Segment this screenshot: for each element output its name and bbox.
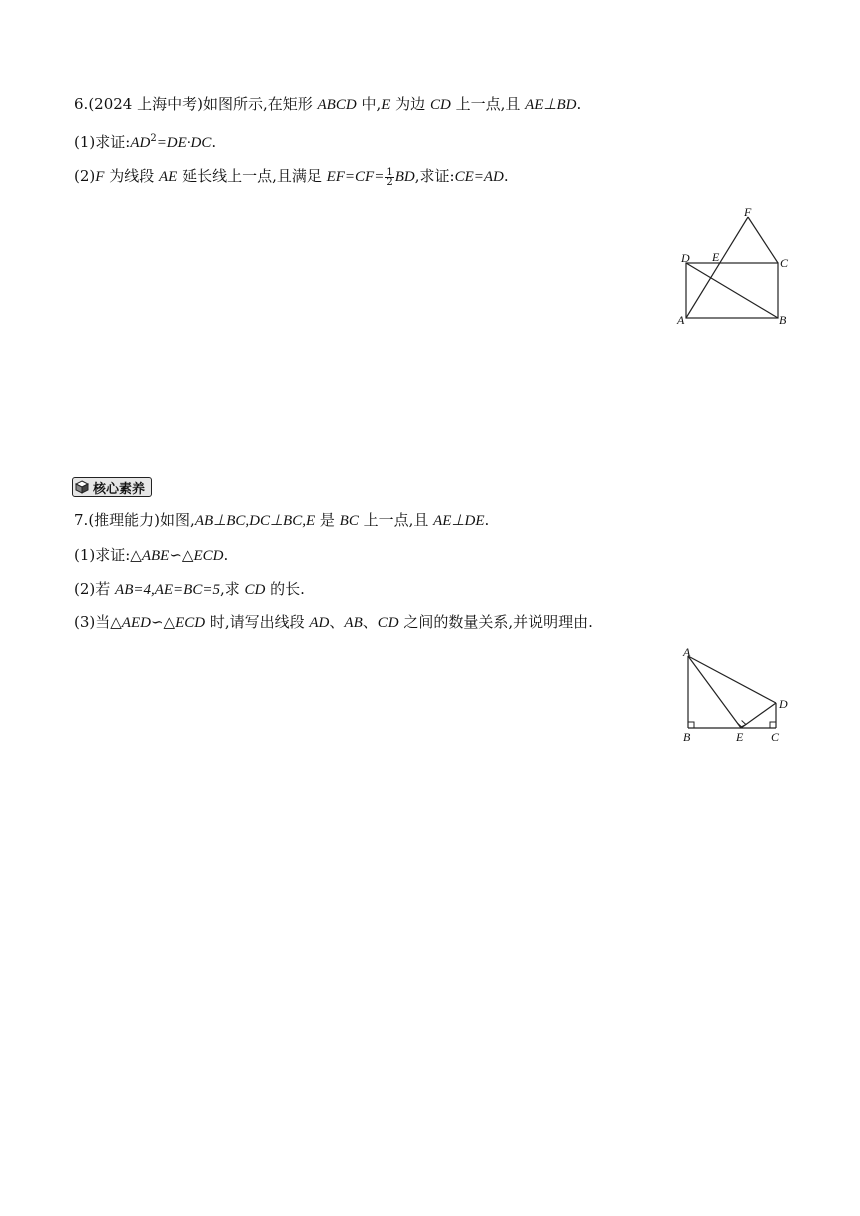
section-badge — [72, 477, 152, 497]
q7-condition: AB⊥BC,DC⊥BC,E — [194, 513, 316, 529]
q6-text: 如图所示,在矩形 — [202, 95, 318, 113]
q6-text: 为边 — [390, 95, 430, 113]
q7-p1-abe: ABE — [141, 548, 170, 564]
q6-p2-eq: EF=CF= — [326, 169, 385, 185]
q7-p3-ad: AD — [309, 615, 330, 631]
q7-part3 — [74, 612, 593, 633]
label-f: F — [744, 205, 752, 219]
segment-bd — [686, 263, 778, 318]
q6-p2-ae: AE — [158, 169, 178, 185]
label-a: A — [683, 645, 691, 659]
q7-p2-text: ,求 — [219, 580, 245, 598]
q6-part2 — [74, 166, 509, 187]
q6-p2-conclusion: CE=AD — [454, 169, 504, 185]
q7-p3-ab: AB — [344, 615, 363, 631]
q7-p1-ecd: ECD — [193, 548, 224, 564]
q7-p3-sep: 、 — [329, 613, 345, 631]
label-b: B — [683, 730, 691, 744]
q7-p3-ecd: ECD — [175, 615, 206, 631]
q7-p3-aed: AED — [121, 615, 151, 631]
segment-ae — [688, 656, 741, 728]
q6-p2-end: . — [503, 167, 509, 185]
fraction-numerator: 1 — [386, 166, 393, 178]
segment-ad — [688, 656, 776, 703]
label-a: A — [677, 313, 685, 327]
q7-p2-values: AB=4,AE=BC=5 — [115, 582, 220, 598]
q7-p2-cd: CD — [244, 582, 266, 598]
q6-p2-text: 延长线上一点,且满足 — [177, 167, 327, 185]
q7-condition-2: AE⊥DE — [433, 513, 485, 529]
q7-p3-prefix: (3)当△ — [74, 613, 122, 631]
q7-text: 如图, — [160, 511, 195, 529]
segment-fc — [748, 217, 778, 263]
q6-p2-prefix: (2) — [74, 167, 96, 185]
q7-figure — [676, 643, 796, 745]
q6-p2-f: F — [95, 169, 105, 185]
q7-p2-prefix: (2)若 — [74, 580, 116, 598]
q6-cd: CD — [429, 97, 451, 113]
q7-source: (推理能力) — [88, 511, 161, 529]
label-b: B — [779, 313, 787, 327]
q6-p1-sup: 2 — [150, 133, 157, 144]
right-angle-b — [688, 722, 694, 728]
q6-figure — [672, 203, 797, 328]
right-angle-c — [770, 722, 776, 728]
label-e: E — [712, 250, 720, 264]
q7-part2 — [74, 579, 305, 600]
fraction-one-half — [385, 168, 393, 187]
q6-text: 中, — [356, 95, 382, 113]
q6-p1-expr: =DE·DC — [156, 135, 212, 151]
segment-af — [686, 217, 748, 318]
q6-title — [74, 94, 581, 115]
label-d: D — [681, 251, 690, 265]
cube-icon — [75, 480, 89, 494]
q6-number: 6. — [74, 95, 89, 113]
q6-text: 上一点,且 — [450, 95, 526, 113]
q7-text: . — [484, 511, 490, 529]
label-d: D — [779, 697, 788, 711]
q6-e: E — [381, 97, 391, 113]
q6-p1-prefix: (1)求证: — [74, 133, 131, 151]
label-c: C — [771, 730, 780, 744]
q7-p3-cd: CD — [377, 615, 399, 631]
label-e: E — [736, 730, 744, 744]
q7-p3-end: 之间的数量关系,并说明理由. — [398, 613, 593, 631]
q7-bc: BC — [339, 513, 359, 529]
q6-part1 — [74, 129, 216, 153]
q6-p1-end: . — [211, 133, 217, 151]
q7-text: 上一点,且 — [358, 511, 434, 529]
q7-p3-text: 时,请写出线段 — [205, 613, 310, 631]
q7-text: 是 — [315, 511, 340, 529]
q7-p2-end: 的长. — [265, 580, 305, 598]
fraction-denominator: 2 — [386, 176, 393, 188]
q7-part1 — [74, 545, 228, 566]
q6-p1-ad: AD — [130, 135, 151, 151]
label-c: C — [780, 256, 789, 270]
q6-text: . — [576, 95, 582, 113]
q6-p2-text: 为线段 — [104, 167, 159, 185]
q6-condition: AE⊥BD — [525, 97, 577, 113]
q6-abcd: ABCD — [317, 97, 357, 113]
q6-p2-bd: BD — [394, 169, 415, 185]
q7-p1-prefix: (1)求证:△ — [74, 546, 142, 564]
q7-number: 7. — [74, 511, 89, 529]
section-badge-label: 核心素养 — [93, 481, 146, 497]
q7-p1-sim: ∽△ — [169, 546, 194, 564]
q7-title — [74, 510, 489, 531]
q6-p2-text: ,求证: — [414, 167, 455, 185]
q6-source: (2024 上海中考) — [88, 95, 203, 113]
q7-p3-sep: 、 — [362, 613, 378, 631]
q7-p1-end: . — [223, 546, 229, 564]
q7-p3-sim: ∽△ — [150, 613, 176, 631]
